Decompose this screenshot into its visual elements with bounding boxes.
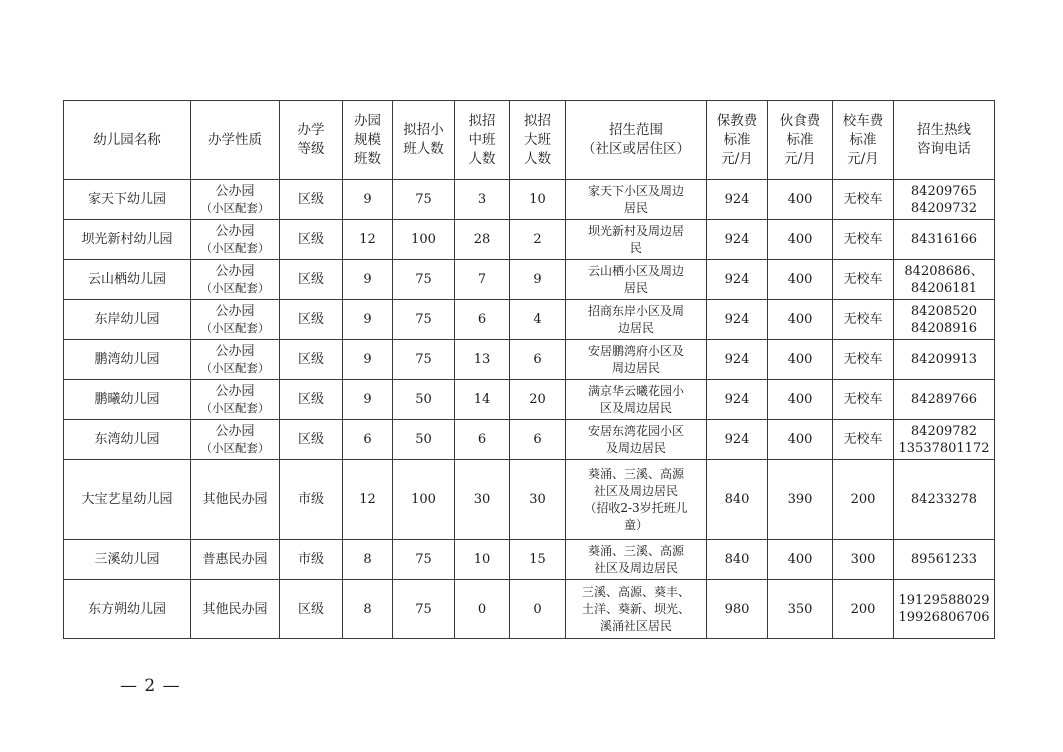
cell-small: 100 <box>393 220 455 260</box>
cell-middle: 28 <box>455 220 510 260</box>
cell-classes: 12 <box>343 220 393 260</box>
cell-name: 东岸幼儿园 <box>64 300 191 340</box>
cell-middle: 6 <box>455 300 510 340</box>
cell-tuition: 840 <box>707 460 768 540</box>
table-row <box>64 540 995 580</box>
cell-nature <box>191 540 280 580</box>
cell-nature <box>191 380 280 420</box>
nature-sub-label: （小区配套） <box>200 400 270 415</box>
page-number: — 2 — <box>120 676 181 696</box>
cell-small: 75 <box>393 180 455 220</box>
cell-small: 75 <box>393 260 455 300</box>
cell-tuition: 924 <box>707 380 768 420</box>
cell-meal: 400 <box>768 380 833 420</box>
cell-small: 75 <box>393 340 455 380</box>
cell-meal: 400 <box>768 300 833 340</box>
cell-bus: 无校车 <box>833 340 894 380</box>
cell-phone: 84209782 13537801172 <box>894 420 995 460</box>
cell-classes: 6 <box>343 420 393 460</box>
cell-level: 区级 <box>280 260 343 300</box>
header-classes: 办园 规模 班数 <box>343 101 393 180</box>
header-small: 拟招小 班人数 <box>393 101 455 180</box>
table-row <box>64 420 995 460</box>
cell-tuition: 924 <box>707 220 768 260</box>
cell-classes: 9 <box>343 380 393 420</box>
cell-scope: 葵涌、三溪、高源 社区及周边居民 （招收2-3岁托班儿 童） <box>566 460 707 540</box>
table-row <box>64 300 995 340</box>
nature-label: 公办园 <box>215 383 255 399</box>
cell-name: 鹏湾幼儿园 <box>64 340 191 380</box>
header-scope: 招生范围 （社区或居住区） <box>566 101 707 180</box>
cell-name: 三溪幼儿园 <box>64 540 191 580</box>
cell-phone: 84233278 <box>894 460 995 540</box>
cell-scope: 安居东湾花园小区 及周边居民 <box>566 420 707 460</box>
cell-large: 9 <box>510 260 566 300</box>
cell-scope: 招商东岸小区及周 边居民 <box>566 300 707 340</box>
table-row <box>64 380 995 420</box>
cell-tuition: 924 <box>707 260 768 300</box>
cell-bus: 300 <box>833 540 894 580</box>
table-row <box>64 580 995 639</box>
nature-label: 其他民办园 <box>202 492 268 507</box>
cell-bus: 200 <box>833 580 894 639</box>
cell-small: 50 <box>393 420 455 460</box>
cell-large: 10 <box>510 180 566 220</box>
header-phone: 招生热线 咨询电话 <box>894 101 995 180</box>
cell-scope: 三溪、高源、葵丰、 土洋、葵新、坝光、 溪涌社区居民 <box>566 580 707 639</box>
cell-tuition: 980 <box>707 580 768 639</box>
cell-middle: 13 <box>455 340 510 380</box>
cell-middle: 0 <box>455 580 510 639</box>
cell-scope: 家天下小区及周边 居民 <box>566 180 707 220</box>
table-row <box>64 340 995 380</box>
cell-scope: 安居鹏湾府小区及 周边居民 <box>566 340 707 380</box>
nature-label: 公办园 <box>215 183 255 199</box>
cell-classes: 8 <box>343 540 393 580</box>
cell-name: 鹏曦幼儿园 <box>64 380 191 420</box>
cell-nature <box>191 460 280 540</box>
nature-sub-label: （小区配套） <box>200 320 270 335</box>
cell-scope: 葵涌、三溪、高源 社区及周边居民 <box>566 540 707 580</box>
cell-classes: 9 <box>343 340 393 380</box>
cell-level: 区级 <box>280 340 343 380</box>
cell-bus: 无校车 <box>833 260 894 300</box>
nature-sub-label: （小区配套） <box>200 280 270 295</box>
enrollment-table <box>63 100 995 639</box>
cell-tuition: 924 <box>707 300 768 340</box>
cell-bus: 无校车 <box>833 180 894 220</box>
cell-classes: 8 <box>343 580 393 639</box>
cell-name: 云山栖幼儿园 <box>64 260 191 300</box>
cell-meal: 400 <box>768 180 833 220</box>
cell-large: 30 <box>510 460 566 540</box>
cell-nature <box>191 260 280 300</box>
cell-phone: 89561233 <box>894 540 995 580</box>
header-row <box>64 101 995 180</box>
header-bus: 校车费 标准 元/月 <box>833 101 894 180</box>
cell-phone: 84209765 84209732 <box>894 180 995 220</box>
cell-large: 6 <box>510 340 566 380</box>
cell-middle: 6 <box>455 420 510 460</box>
cell-phone: 84208686、 84206181 <box>894 260 995 300</box>
table-row <box>64 460 995 540</box>
cell-level: 市级 <box>280 460 343 540</box>
cell-meal: 400 <box>768 260 833 300</box>
cell-name: 东湾幼儿园 <box>64 420 191 460</box>
cell-name: 坝光新村幼儿园 <box>64 220 191 260</box>
nature-label: 公办园 <box>215 423 255 439</box>
nature-sub-label: （小区配套） <box>200 360 270 375</box>
cell-small: 75 <box>393 540 455 580</box>
cell-tuition: 924 <box>707 420 768 460</box>
cell-tuition: 840 <box>707 540 768 580</box>
cell-middle: 7 <box>455 260 510 300</box>
cell-small: 75 <box>393 580 455 639</box>
cell-large: 15 <box>510 540 566 580</box>
cell-phone: 19129588029 19926806706 <box>894 580 995 639</box>
cell-level: 区级 <box>280 420 343 460</box>
cell-small: 100 <box>393 460 455 540</box>
cell-bus: 无校车 <box>833 300 894 340</box>
cell-large: 0 <box>510 580 566 639</box>
cell-small: 75 <box>393 300 455 340</box>
header-level: 办学 等级 <box>280 101 343 180</box>
table-row <box>64 260 995 300</box>
cell-meal: 390 <box>768 460 833 540</box>
header-meal: 伙食费 标准 元/月 <box>768 101 833 180</box>
cell-classes: 9 <box>343 180 393 220</box>
header-large: 拟招 大班 人数 <box>510 101 566 180</box>
cell-phone: 84316166 <box>894 220 995 260</box>
cell-level: 区级 <box>280 380 343 420</box>
cell-classes: 12 <box>343 460 393 540</box>
cell-middle: 3 <box>455 180 510 220</box>
cell-scope: 坝光新村及周边居 民 <box>566 220 707 260</box>
cell-classes: 9 <box>343 300 393 340</box>
cell-tuition: 924 <box>707 180 768 220</box>
nature-label: 普惠民办园 <box>202 552 268 567</box>
cell-meal: 350 <box>768 580 833 639</box>
cell-scope: 满京华云曦花园小 区及周边居民 <box>566 380 707 420</box>
cell-large: 2 <box>510 220 566 260</box>
cell-phone: 84208520 84208916 <box>894 300 995 340</box>
cell-nature <box>191 420 280 460</box>
cell-bus: 无校车 <box>833 220 894 260</box>
cell-large: 6 <box>510 420 566 460</box>
cell-scope: 云山栖小区及周边 居民 <box>566 260 707 300</box>
nature-label: 公办园 <box>215 223 255 239</box>
table-row <box>64 180 995 220</box>
nature-sub-label: （小区配套） <box>200 240 270 255</box>
cell-level: 区级 <box>280 300 343 340</box>
cell-name: 东方朔幼儿园 <box>64 580 191 639</box>
cell-name: 大宝艺星幼儿园 <box>64 460 191 540</box>
cell-phone: 84209913 <box>894 340 995 380</box>
nature-label: 公办园 <box>215 303 255 319</box>
cell-level: 区级 <box>280 180 343 220</box>
cell-nature <box>191 220 280 260</box>
nature-label: 公办园 <box>215 263 255 279</box>
cell-large: 4 <box>510 300 566 340</box>
cell-bus: 200 <box>833 460 894 540</box>
cell-classes: 9 <box>343 260 393 300</box>
nature-sub-label: （小区配套） <box>200 440 270 455</box>
cell-bus: 无校车 <box>833 420 894 460</box>
cell-middle: 14 <box>455 380 510 420</box>
cell-large: 20 <box>510 380 566 420</box>
cell-meal: 400 <box>768 340 833 380</box>
cell-small: 50 <box>393 380 455 420</box>
nature-label: 其他民办园 <box>202 601 268 617</box>
cell-name: 家天下幼儿园 <box>64 180 191 220</box>
cell-nature <box>191 340 280 380</box>
nature-sub-label: （小区配套） <box>200 200 270 215</box>
cell-meal: 400 <box>768 420 833 460</box>
cell-meal: 400 <box>768 540 833 580</box>
cell-level: 区级 <box>280 220 343 260</box>
nature-label: 公办园 <box>215 343 255 359</box>
cell-level: 市级 <box>280 540 343 580</box>
header-tuition: 保教费 标准 元/月 <box>707 101 768 180</box>
cell-nature <box>191 580 280 639</box>
cell-meal: 400 <box>768 220 833 260</box>
header-name: 幼儿园名称 <box>64 101 191 180</box>
table-row <box>64 220 995 260</box>
cell-middle: 10 <box>455 540 510 580</box>
cell-middle: 30 <box>455 460 510 540</box>
cell-nature <box>191 180 280 220</box>
header-middle: 拟招 中班 人数 <box>455 101 510 180</box>
cell-level: 区级 <box>280 580 343 639</box>
cell-tuition: 924 <box>707 340 768 380</box>
cell-phone: 84289766 <box>894 380 995 420</box>
cell-nature <box>191 300 280 340</box>
header-nature: 办学性质 <box>191 101 280 180</box>
cell-bus: 无校车 <box>833 380 894 420</box>
